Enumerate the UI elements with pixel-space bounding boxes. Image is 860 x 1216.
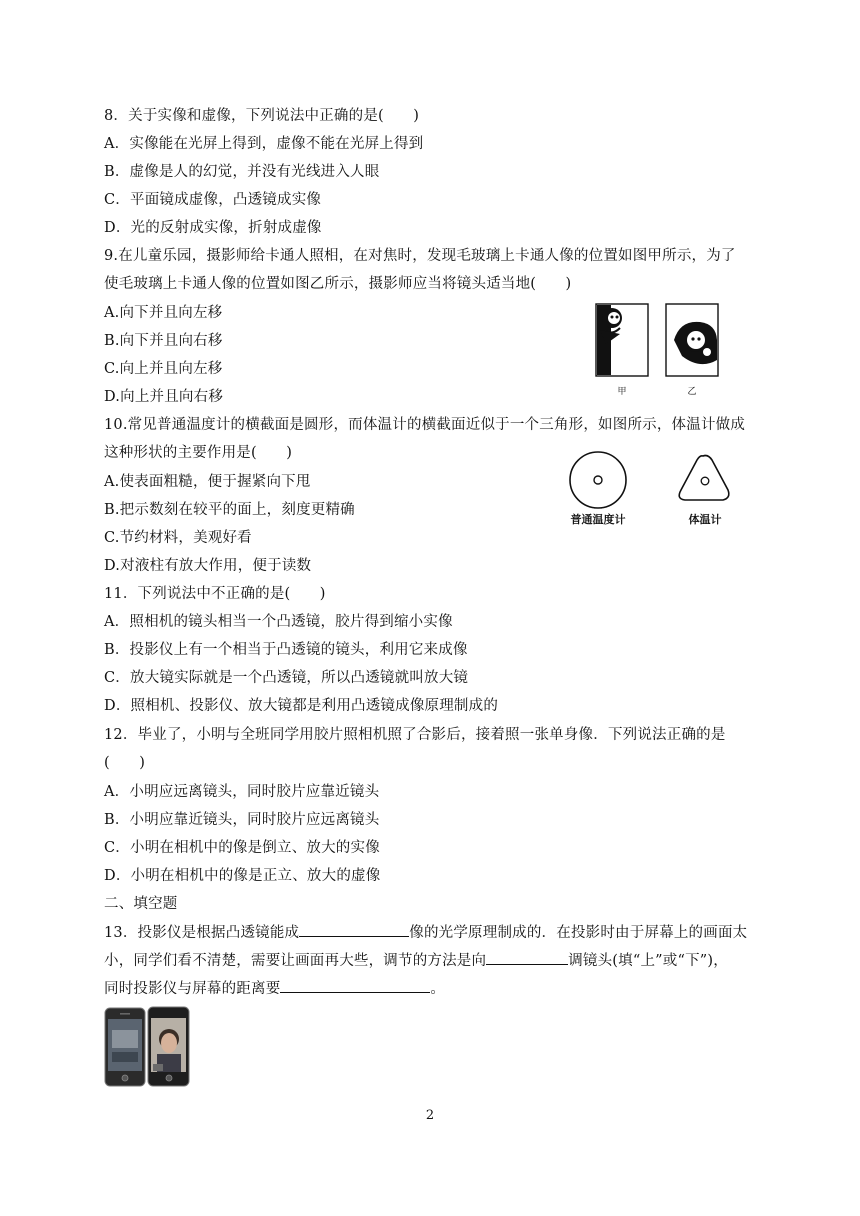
q9-option-b: B.向下并且向右移 xyxy=(104,333,223,349)
q9-option-c: C.向上并且向左移 xyxy=(104,361,223,377)
q12-option-b: B．小明应靠近镜头，同时胶片应远离镜头 xyxy=(104,812,380,828)
q10-stem-line1: 10.常见普通温度计的横截面是圆形，而体温计的横截面近似于一个三角形，如图所示，体温计做成 xyxy=(104,417,746,433)
figure-label-yi: 乙 xyxy=(687,387,697,397)
q8-option-b: B．虚像是人的幻觉，并没有光线进入人眼 xyxy=(104,164,380,180)
q9-option-d: D.向上并且向右移 xyxy=(104,389,224,405)
label-clinical-thermometer: 体温计 xyxy=(688,513,722,526)
q12-option-c: C．小明在相机中的像是倒立、放大的实像 xyxy=(104,840,380,856)
q10-option-b: B.把示数刻在较平的面上，刻度更精确 xyxy=(104,502,355,518)
q9-option-a: A.向下并且向左移 xyxy=(104,305,223,321)
q13-blank-3[interactable] xyxy=(280,978,430,993)
q10-option-d: D.对液柱有放大作用，便于读数 xyxy=(104,558,312,574)
q13-text-2: 像的光学原理制成的．在投影时由于屏幕上的画面太 xyxy=(409,925,748,941)
phone-left xyxy=(105,1008,145,1086)
q11-option-c: C．放大镜实际就是一个凸透镜，所以凸透镜就叫放大镜 xyxy=(104,670,469,686)
q12-stem-line1: 12．毕业了，小明与全班同学用胶片照相机照了合影后，接着照一张单身像．下列说法正确的是 xyxy=(104,727,726,743)
smartphones-photo xyxy=(104,1006,190,1088)
q9-stem-line2: 使毛玻璃上卡通人像的位置如图乙所示，摄影师应当将镜头适当地( ) xyxy=(104,276,572,292)
q10-figure xyxy=(560,450,760,532)
q12-option-a: A．小明应远离镜头，同时胶片应靠近镜头 xyxy=(104,784,380,800)
q8-option-c: C．平面镜成虚像，凸透镜成实像 xyxy=(104,192,322,208)
q11-option-b: B．投影仪上有一个相当于凸透镜的镜头，利用它来成像 xyxy=(104,642,468,658)
phones-image xyxy=(104,1006,190,1088)
q13-text-5: 同时投影仪与屏幕的距离要 xyxy=(104,981,281,997)
frosted-glass-figure xyxy=(590,300,730,400)
section-title-fill-in: 二、填空题 xyxy=(104,896,178,912)
page-number: 2 xyxy=(425,1108,435,1123)
figure-label-jia: 甲 xyxy=(617,387,627,397)
q12-stem-line2: ( ) xyxy=(104,755,146,771)
q11-stem: 11．下列说法中不正确的是( ) xyxy=(104,586,326,602)
q13-line1 xyxy=(104,922,747,943)
q13-text-1: 13．投影仪是根据凸透镜能成 xyxy=(104,925,300,941)
q10-option-c: C.节约材料，美观好看 xyxy=(104,530,252,546)
q13-blank-1[interactable] xyxy=(299,922,409,937)
round-thermometer-section xyxy=(570,452,626,508)
triangular-thermometer-section xyxy=(679,456,729,501)
label-ordinary-thermometer: 普通温度计 xyxy=(570,513,626,526)
q13-text-4: 调镜头(填“上”或“下”)， xyxy=(568,953,728,969)
q13-line3 xyxy=(104,978,445,999)
thermometer-cross-sections xyxy=(560,450,760,532)
q12-option-d: D．小明在相机中的像是正立、放大的虚像 xyxy=(104,868,381,884)
q11-option-d: D．照相机、投影仪、放大镜都是利用凸透镜成像原理制成的 xyxy=(104,698,499,714)
q9-figure xyxy=(590,300,730,400)
q8-stem: 8．关于实像和虚像，下列说法中正确的是( ) xyxy=(104,108,420,124)
q13-blank-2[interactable] xyxy=(486,950,568,965)
q10-option-a: A.使表面粗糙，便于握紧向下甩 xyxy=(104,474,311,490)
q11-option-a: A．照相机的镜头相当一个凸透镜，胶片得到缩小实像 xyxy=(104,614,453,630)
q13-text-6: 。 xyxy=(430,981,446,997)
q13-text-3: 小，同学们看不清楚，需要让画面再大些，调节的方法是向 xyxy=(104,953,487,969)
q10-stem-line2: 这种形状的主要作用是( ) xyxy=(104,445,293,461)
q8-option-d: D．光的反射成实像，折射成虚像 xyxy=(104,220,322,236)
phone-right xyxy=(148,1007,189,1086)
q8-option-a: A．实像能在光屏上得到，虚像不能在光屏上得到 xyxy=(104,136,424,152)
q13-line2 xyxy=(104,950,728,971)
q9-stem-line1: 9.在儿童乐园，摄影师给卡通人照相，在对焦时，发现毛玻璃上卡通人像的位置如图甲所示，为了 xyxy=(104,248,736,264)
